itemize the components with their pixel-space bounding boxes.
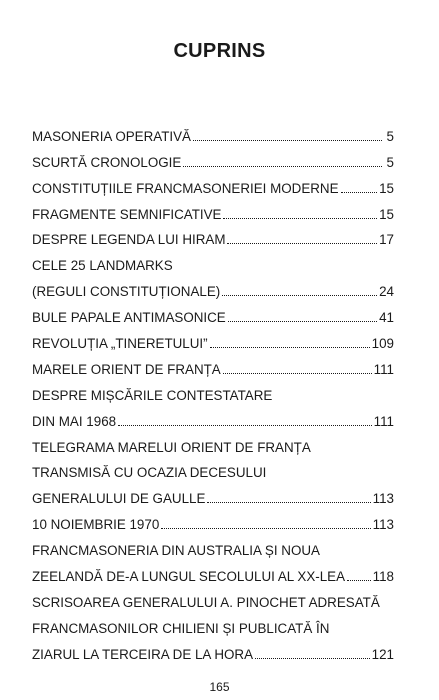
toc-line	[32, 144, 394, 170]
toc-line	[32, 610, 394, 636]
dot-leader	[222, 291, 377, 296]
toc-entry-page: 41	[379, 310, 394, 326]
dot-leader	[193, 136, 382, 141]
toc-entry-title: 10 NOIEMBRIE 1970	[32, 517, 160, 533]
toc-entry-title: CELE 25 LANDMARKS	[32, 258, 173, 274]
dot-leader	[255, 654, 370, 659]
toc-entry-page: 111	[373, 413, 394, 429]
toc-entry-page: 17	[379, 232, 394, 248]
toc-line	[32, 558, 394, 584]
toc-line	[32, 584, 394, 610]
toc-entry-page: 109	[371, 336, 394, 352]
toc-line	[32, 351, 394, 377]
toc-entry-title: GENERALULUI DE GAULLE	[32, 491, 206, 507]
toc-entry-page: 121	[371, 646, 394, 662]
toc-entry-page: 15	[379, 206, 394, 222]
toc-entry-page: 118	[372, 569, 394, 585]
toc-line	[32, 273, 394, 299]
toc-entry-title: FRANCMASONERIA DIN AUSTRALIA ȘI NOUA	[32, 543, 320, 559]
dot-leader	[210, 343, 370, 348]
toc-entry-title: BULE PAPALE ANTIMASONICE	[32, 310, 226, 326]
toc-entry-title: FRAGMENTE SEMNIFICATIVE	[32, 206, 222, 222]
toc-entry-title: TELEGRAMA MARELUI ORIENT DE FRANȚA	[32, 439, 311, 455]
toc-entry-page: 113	[372, 491, 394, 507]
toc-line	[32, 429, 394, 455]
toc-entry-title: DESPRE LEGENDA LUI HIRAM	[32, 232, 226, 248]
toc-line	[32, 170, 394, 196]
toc-entry-title: MASONERIA OPERATIVĂ	[32, 128, 191, 144]
toc-line	[32, 325, 394, 351]
toc-entry-title: DESPRE MIȘCĂRILE CONTESTATARE	[32, 387, 273, 403]
toc-entry-page: 24	[379, 284, 394, 300]
dot-leader	[207, 498, 370, 503]
toc-entry-title: ZEELANDĂ DE-A LUNGUL SECOLULUI AL XX-LEA	[32, 569, 346, 585]
toc-entry-title: (REGULI CONSTITUȚIONALE)	[32, 284, 221, 300]
page-title: CUPRINS	[173, 40, 266, 62]
toc-entry-title: ZIARUL LA TERCEIRA DE LA HORA	[32, 646, 254, 662]
toc-line	[32, 506, 394, 532]
toc-entry-title: REVOLUȚIA „TINERETULUI”	[32, 336, 208, 352]
toc-entry-page: 5	[386, 154, 394, 170]
dot-leader	[183, 162, 382, 167]
dot-leader	[118, 421, 372, 426]
toc-entry-page: 111	[373, 361, 394, 377]
toc-line	[32, 222, 394, 248]
toc-entry-title: DIN MAI 1968	[32, 413, 117, 429]
toc-entry-page: 15	[379, 180, 394, 196]
toc-entry-title: TRANSMISĂ CU OCAZIA DECESULUI	[32, 465, 267, 481]
table-of-contents	[32, 118, 394, 662]
toc-line	[32, 403, 394, 429]
toc-entry-title: SCURTĂ CRONOLOGIE	[32, 154, 182, 170]
dot-leader	[347, 576, 371, 581]
dot-leader	[227, 239, 377, 244]
toc-entry-page: 113	[372, 517, 394, 533]
toc-line	[32, 299, 394, 325]
dot-leader	[341, 188, 378, 193]
toc-line	[32, 377, 394, 403]
toc-entry-title: SCRISOAREA GENERALULUI A. PINOCHET ADRESATĂ	[32, 594, 380, 610]
dot-leader	[223, 369, 372, 374]
toc-entry-title: FRANCMASONILOR CHILIENI ȘI PUBLICATĂ ÎN	[32, 620, 330, 636]
toc-entry-title: CONSTITUȚIILE FRANCMASONERIEI MODERNE	[32, 180, 339, 196]
toc-line	[32, 480, 394, 506]
page-number: 165	[209, 680, 230, 694]
toc-line	[32, 636, 394, 662]
toc-entry-title: MARELE ORIENT DE FRANȚA	[32, 361, 221, 377]
dot-leader	[223, 214, 377, 219]
dot-leader	[228, 317, 377, 322]
toc-entry-page: 5	[386, 128, 394, 144]
toc-line	[32, 118, 394, 144]
toc-line	[32, 532, 394, 558]
toc-line	[32, 196, 394, 222]
toc-line	[32, 455, 394, 481]
toc-line	[32, 247, 394, 273]
dot-leader	[161, 524, 370, 529]
